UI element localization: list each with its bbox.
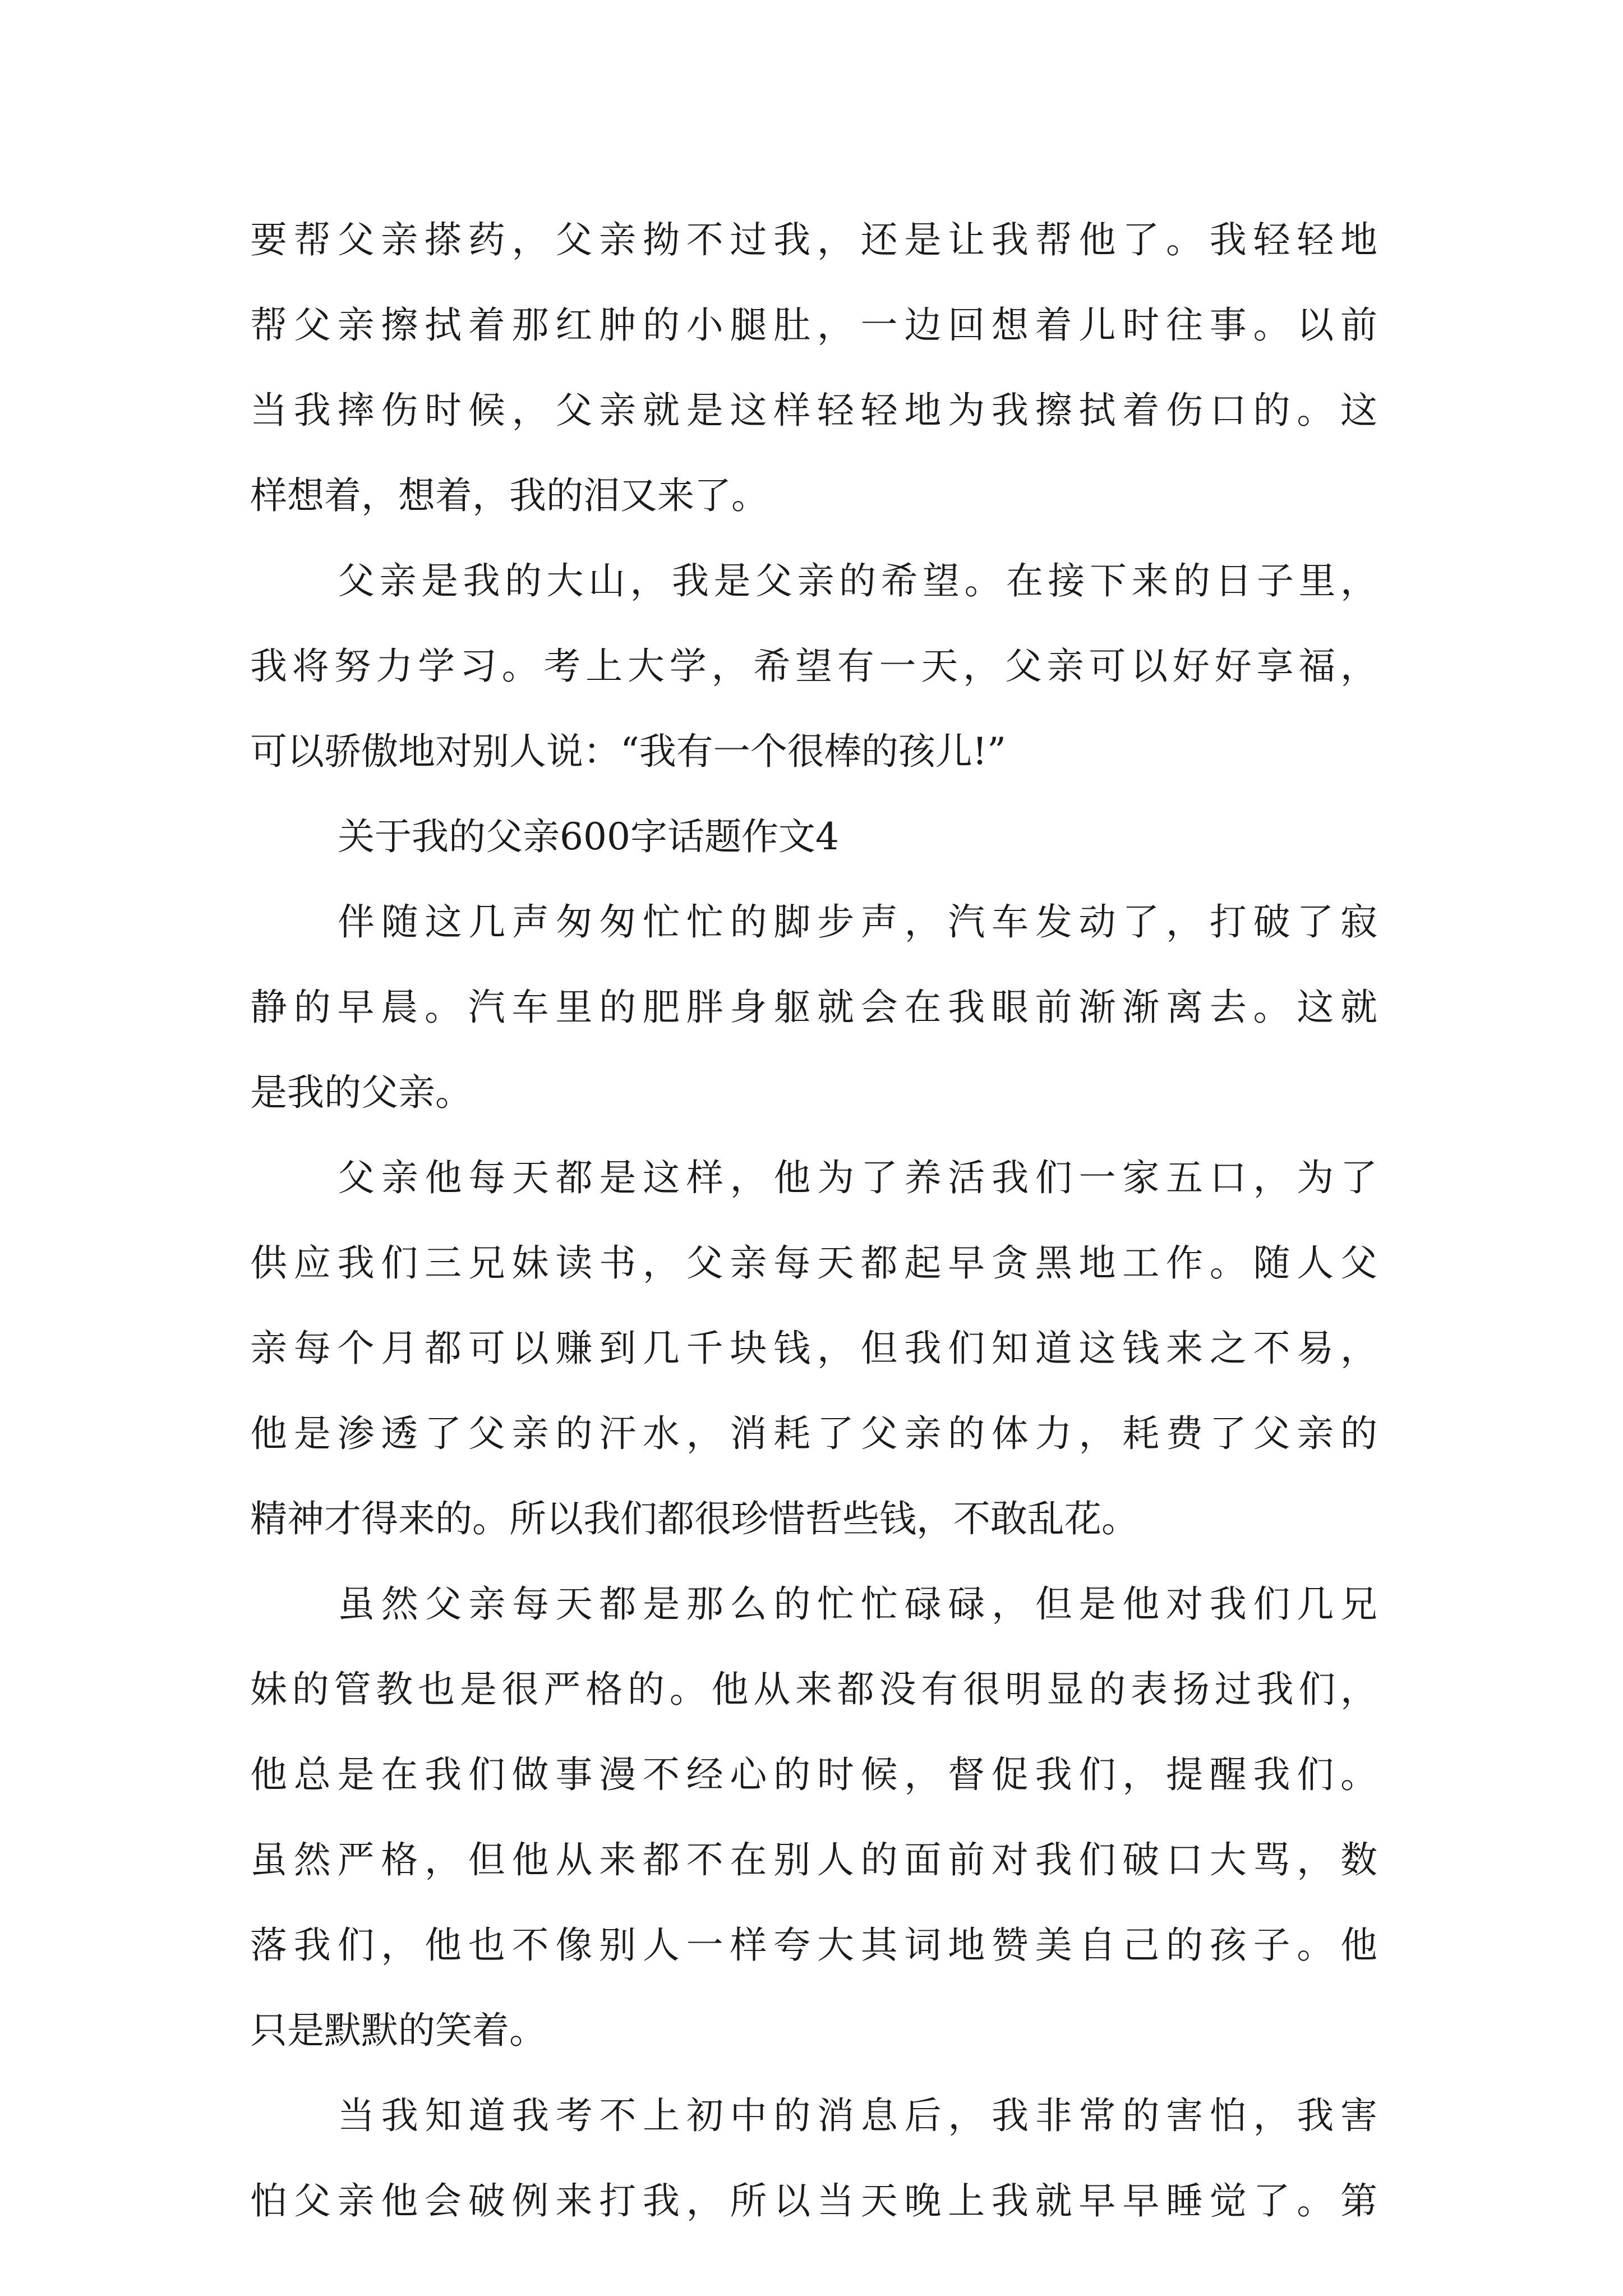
text-line: 只是默默的笑着。 [250,2009,546,2052]
text-line: 精神才得来的。所以我们都很珍惜哲些钱，不敢乱花。 [250,1497,1138,1540]
text-line: 我将努力学习。考上大学，希望有一天，父亲可以好好享福， [250,645,1377,688]
text-line: 虽然严格，但他从来都不在别人的面前对我们破口大骂，数 [250,1838,1377,1881]
text-line: 落我们，他也不像别人一样夸大其词地赞美自己的孩子。他 [250,1924,1377,1967]
text-line: 供应我们三兄妹读书，父亲每天都起早贪黑地工作。随人父 [250,1241,1377,1285]
paragraph-first-line: 当我知道我考不上初中的消息后，我非常的害怕，我害 [338,2094,1377,2137]
text-line: 他是渗透了父亲的汗水，消耗了父亲的体力，耗费了父亲的 [250,1412,1377,1455]
text-line: 是我的父亲。 [250,1071,472,1114]
paragraph-first-line: 伴随这几声匆匆忙忙的脚步声，汽车发动了，打破了寂 [338,900,1377,944]
text-line: 帮父亲擦拭着那红肿的小腿肚，一边回想着儿时往事。以前 [250,303,1377,347]
text-line: 亲每个月都可以赚到几千块钱，但我们知道这钱来之不易， [250,1327,1377,1370]
paragraph-first-line: 父亲是我的大山，我是父亲的希望。在接下来的日子里， [338,559,1377,602]
section-heading: 关于我的父亲600字话题作文4 [338,815,839,858]
text-line: 他总是在我们做事漫不经心的时候，督促我们，提醒我们。 [250,1753,1377,1796]
text-line: 怕父亲他会破例来打我，所以当天晚上我就早早睡觉了。第 [250,2179,1377,2223]
paragraph-first-line: 虽然父亲每天都是那么的忙忙碌碌，但是他对我们几兄 [338,1582,1377,1626]
paragraph-first-line: 父亲他每天都是这样，他为了养活我们一家五口，为了 [338,1156,1377,1199]
text-line: 要帮父亲搽药，父亲拗不过我，还是让我帮他了。我轻轻地 [250,218,1377,261]
text-line: 静的早晨。汽车里的肥胖身躯就会在我眼前渐渐离去。这就 [250,986,1377,1029]
text-line: 样想着，想着，我的泪又来了。 [250,474,768,517]
text-line: 当我摔伤时候，父亲就是这样轻轻地为我擦拭着伤口的。这 [250,389,1377,432]
text-line: 妹的管教也是很严格的。他从来都没有很明显的表扬过我们， [250,1668,1377,1711]
text-line: 可以骄傲地对别人说：“我有一个很棒的孩儿!” [250,730,1007,773]
